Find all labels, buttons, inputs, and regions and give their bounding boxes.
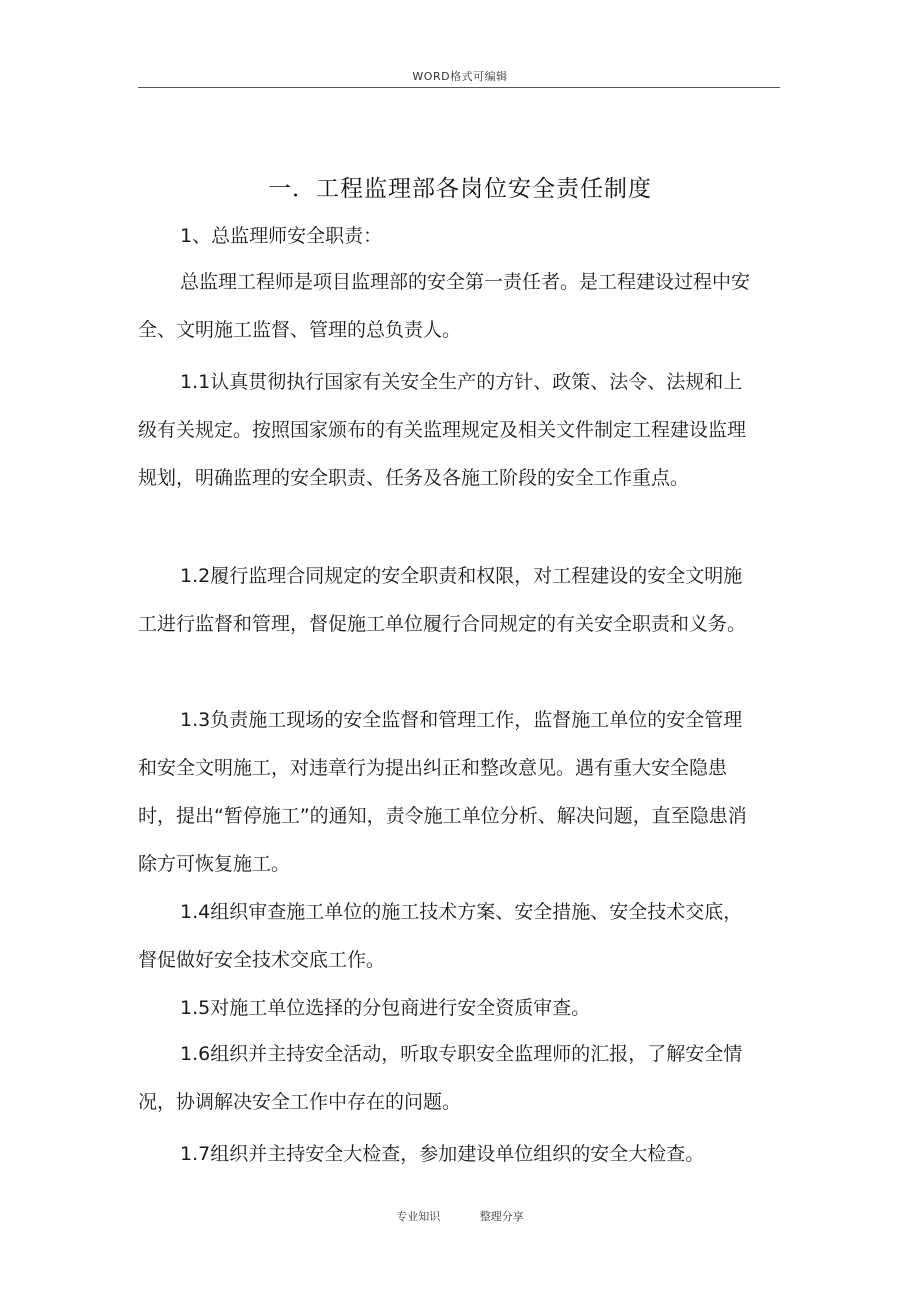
page-header: WORD格式可编辑 (412, 70, 508, 83)
intro-text: 总监理工程师是项目监理部的安全第一责任者。是工程建设过程中安全、文明施工监督、管理的总负责人。 (138, 271, 751, 341)
clause-1-1-text: 1.1认真贯彻执行国家有关安全生产的方针、政策、法令、法规和上级有关规定。按照国家颁布的有关监理规定及相关文件制定工程建设监理规划，明确监理的安全职责、任务及各施工阶段的安全工作重点。 (138, 371, 747, 489)
clause-1-2 (138, 552, 758, 648)
clause-1-6 (138, 1030, 758, 1126)
section-heading-text: 1、总监理师安全职责： (180, 225, 383, 247)
document-title: 一．工程监理部各岗位安全责任制度 (268, 176, 652, 202)
footer-right: 整理分享 (479, 1210, 524, 1223)
page-footer (0, 1208, 920, 1224)
clause-1-5-text: 1.5对施工单位选择的分包商进行安全资质审查。 (180, 997, 591, 1019)
clause-1-4-text: 1.4组织审查施工单位的施工技术方案、安全措施、安全技术交底，督促做好安全技术交底工作。 (138, 901, 743, 971)
clause-1-4 (138, 888, 758, 984)
clause-1-7-text: 1.7组织并主持安全大检查，参加建设单位组织的安全大检查。 (180, 1143, 705, 1165)
clause-1-2-text: 1.2履行监理合同规定的安全职责和权限，对工程建设的安全文明施工进行监督和管理，督促施工单位履行合同规定的有关安全职责和义务。 (138, 565, 747, 635)
clause-1-6-text: 1.6组织并主持安全活动，听取专职安全监理师的汇报，了解安全情况，协调解决安全工作中存在的问题。 (138, 1043, 743, 1113)
clause-1-5 (138, 984, 758, 1032)
footer-left: 专业知识 (396, 1210, 441, 1223)
clause-1-7 (138, 1130, 758, 1178)
clause-1-3 (138, 696, 758, 888)
intro-paragraph (138, 258, 758, 354)
header-rule (138, 87, 780, 88)
clause-1-3-text: 1.3负责施工现场的安全监督和管理工作，监督施工单位的安全管理和安全文明施工，对违章行为提出纠正和整改意见。遇有重大安全隐患时，提出“暂停施工”的通知，责令施工单位分析、解决问题，直至隐患消除方可恢复施工。 (138, 709, 747, 875)
section-heading (138, 212, 758, 260)
clause-1-1 (138, 358, 758, 502)
